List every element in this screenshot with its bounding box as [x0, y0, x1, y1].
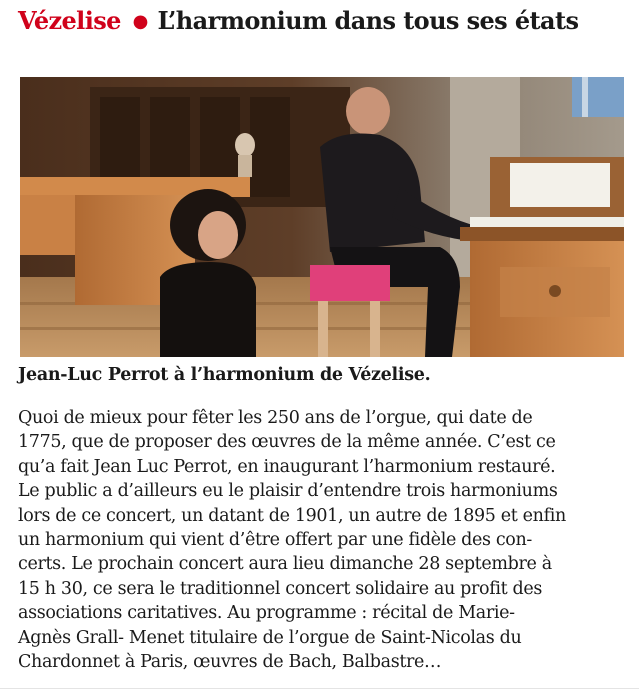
- headline-bullet: ●: [132, 11, 148, 32]
- headline-title: L’harmonium dans tous ses états: [157, 6, 579, 35]
- article-photo: [20, 77, 624, 357]
- article-body: [18, 406, 630, 674]
- body-line: Quoi de mieux pour fêter les 250 ans de l’orgue, qui date de: [18, 408, 533, 428]
- body-line: 1775, que de proposer des œuvres de la même année. C’est ce: [18, 432, 556, 453]
- body-line: un harmonium qui vient d’être offert par une fidèle des con-: [18, 529, 532, 550]
- headline-place: Vézelise: [18, 6, 121, 35]
- body-line: Agnès Grall- Menet titulaire de l’orgue de Saint-Nicolas du: [18, 627, 522, 648]
- body-line: 15 h 30, ce sera le traditionnel concert solidaire au profit des: [18, 578, 542, 599]
- body-line: associations caritatives. Au programme : récital de Marie-: [18, 603, 515, 624]
- body-line: qu’a fait Jean Luc Perrot, en inaugurant l’harmonium restauré.: [18, 456, 556, 477]
- body-line: Le public a d’ailleurs eu le plaisir d’entendre trois harmoniums: [18, 481, 558, 502]
- body-line: Chardonnet à Paris, œuvres de Bach, Balbastre…: [18, 651, 442, 672]
- article-headline: [18, 6, 628, 39]
- photo-illustration: [20, 77, 624, 357]
- body-line: certs. Le prochain concert aura lieu dimanche 28 septembre à: [18, 554, 552, 575]
- photo-caption: Jean-Luc Perrot à l’harmonium de Vézelise.: [18, 365, 431, 385]
- body-line: lors de ce concert, un datant de 1901, un autre de 1895 et enfin: [18, 505, 566, 526]
